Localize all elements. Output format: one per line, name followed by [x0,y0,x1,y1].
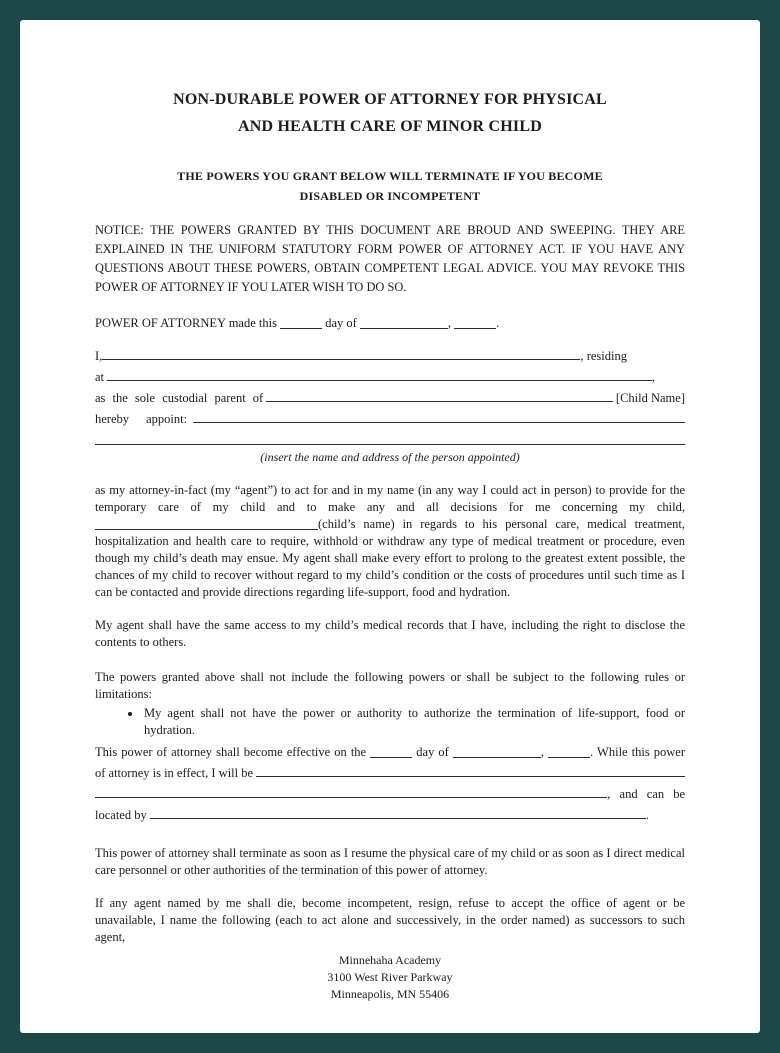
located-by-period: . [645,808,649,822]
located-by-blank [150,806,646,819]
i-will-be-label: of attorney is in effect, I will be [95,766,254,780]
effective-month-blank [453,745,541,758]
address-prefix: at [95,370,105,384]
child-name-inline-blank [95,517,318,530]
termination-paragraph: This power of attorney shall terminate as soon as I resume the physical care of my child or as soon as I direct medical care personnel or other authorities of the termination of this power of attorney. [95,846,685,877]
effective-tail: . While this power [590,745,686,759]
footer-org-name: Minnehaha Academy [338,953,442,967]
located-by-label: located by [95,808,147,822]
limitations-list [95,705,685,739]
effective-date-line4 [95,806,685,825]
agent-address-blank [95,444,685,445]
limitation-item: • My agent shall not have the power or authority to authorize the termination of life-support, food or hydration. [142,705,685,739]
document-title-line2: AND HEALTH CARE OF MINOR CHILD [238,118,542,135]
hereby-appoint-row [95,410,685,429]
made-day-blank [280,316,322,329]
limitations-intro-paragraph: The powers granted above shall not include the following powers or shall be subject to the following rules or limitations: [95,670,685,701]
effective-day-blank [370,745,412,758]
made-date-line [95,314,685,333]
effective-date-line1 [95,743,685,762]
effective-date-line2 [95,764,685,783]
insert-name-caption: (insert the name and address of the person appointed) [260,450,520,464]
agent-powers-before: as my attorney-in-fact (my “agent”) to act for and in my name (in any way I could act in person) to provide for the temporary care of my child and to make any and all decisions for me concerning my child, [95,483,685,514]
document-title [95,86,685,140]
medical-records-paragraph: My agent shall have the same access to my child’s medical records that I have, including the right to disclose the contents to others. [95,618,685,649]
document-page [20,20,760,1033]
termination-warning [95,166,685,206]
termination-warning-line2: DISABLED OR INCOMPETENT [299,189,481,203]
made-date-period: . [496,316,500,330]
effective-date-line3 [95,785,685,804]
effective-date-section [95,743,685,825]
principal-address-row [95,368,685,387]
made-date-comma: , [447,316,452,330]
footer-city-state-zip: Minneapolis, MN 55406 [330,987,450,1001]
custodial-parent-label: as the sole custodial parent of [95,391,264,405]
agent-powers-paragraph [95,482,685,601]
child-name-label: [Child Name] [615,391,685,405]
and-can-be-label: , and can be [607,787,685,801]
i-will-be-blank [256,764,685,777]
made-date-lead: POWER OF ATTORNEY made this [95,316,277,330]
footer-address [95,952,685,1003]
principal-name-row [95,347,685,366]
made-month-blank [360,316,448,329]
principal-name-blank [102,347,580,360]
notice-paragraph: NOTICE: THE POWERS GRANTED BY THIS DOCUMENT ARE BROUD AND SWEEPING. THEY ARE EXPLAINED IN THE UNIFORM STATUTORY FORM POWER OF ATTORNEY ACT. IF YOU HAVE ANY QUESTIONS ABOUT THESE POWERS, OBTAIN COMPETENT LEGAL ADVICE. YOU MAY REVOKE THIS POWER OF ATTORNEY IF YOU LATER WISH TO DO SO. [95,223,685,294]
agent-name-blank [193,410,685,423]
effective-year-blank [548,745,590,758]
successors-paragraph: If any agent named by me shall die, become incompetent, resign, refuse to accept the office of agent or be unavailable, I name the following (each to act alone and successively, in the order named) as successors to such agent, [95,896,685,944]
footer-street: 3100 West River Parkway [327,970,453,984]
effective-comma: , [540,745,544,759]
effective-dayof: day of [416,745,449,759]
hereby-appoint-label: hereby appoint: [95,412,188,426]
made-date-dayof: day of [325,316,357,330]
made-year-blank [454,316,496,329]
principal-residing-label: , residing [580,349,627,363]
address-comma: , [651,370,655,384]
termination-warning-line1: THE POWERS YOU GRANT BELOW WILL TERMINATE IF YOU BECOME [177,169,603,183]
agent-powers-after: (child’s name) in regards to his personal care, medical treatment, hospitalization and health care to require, withhold or withdraw any type of medical treatment or procedure, even though my child’s death may ensue. My agent shall make every effort to prolong to the greatest extent possible, the chances of my child to recover without regard to my child’s condition or the costs of procedures until such time as I can be contacted and provide directions regarding life-support, food and hydration. [95,517,685,599]
whereabouts-blank [95,785,607,798]
principal-address-blank [107,368,652,381]
child-name-blank [266,389,612,402]
document-title-line1: NON-DURABLE POWER OF ATTORNEY FOR PHYSICAL [173,91,607,108]
custodial-parent-row [95,389,685,408]
effective-lead: This power of attorney shall become effective on the [95,745,367,759]
principal-prefix: I, [95,349,103,363]
